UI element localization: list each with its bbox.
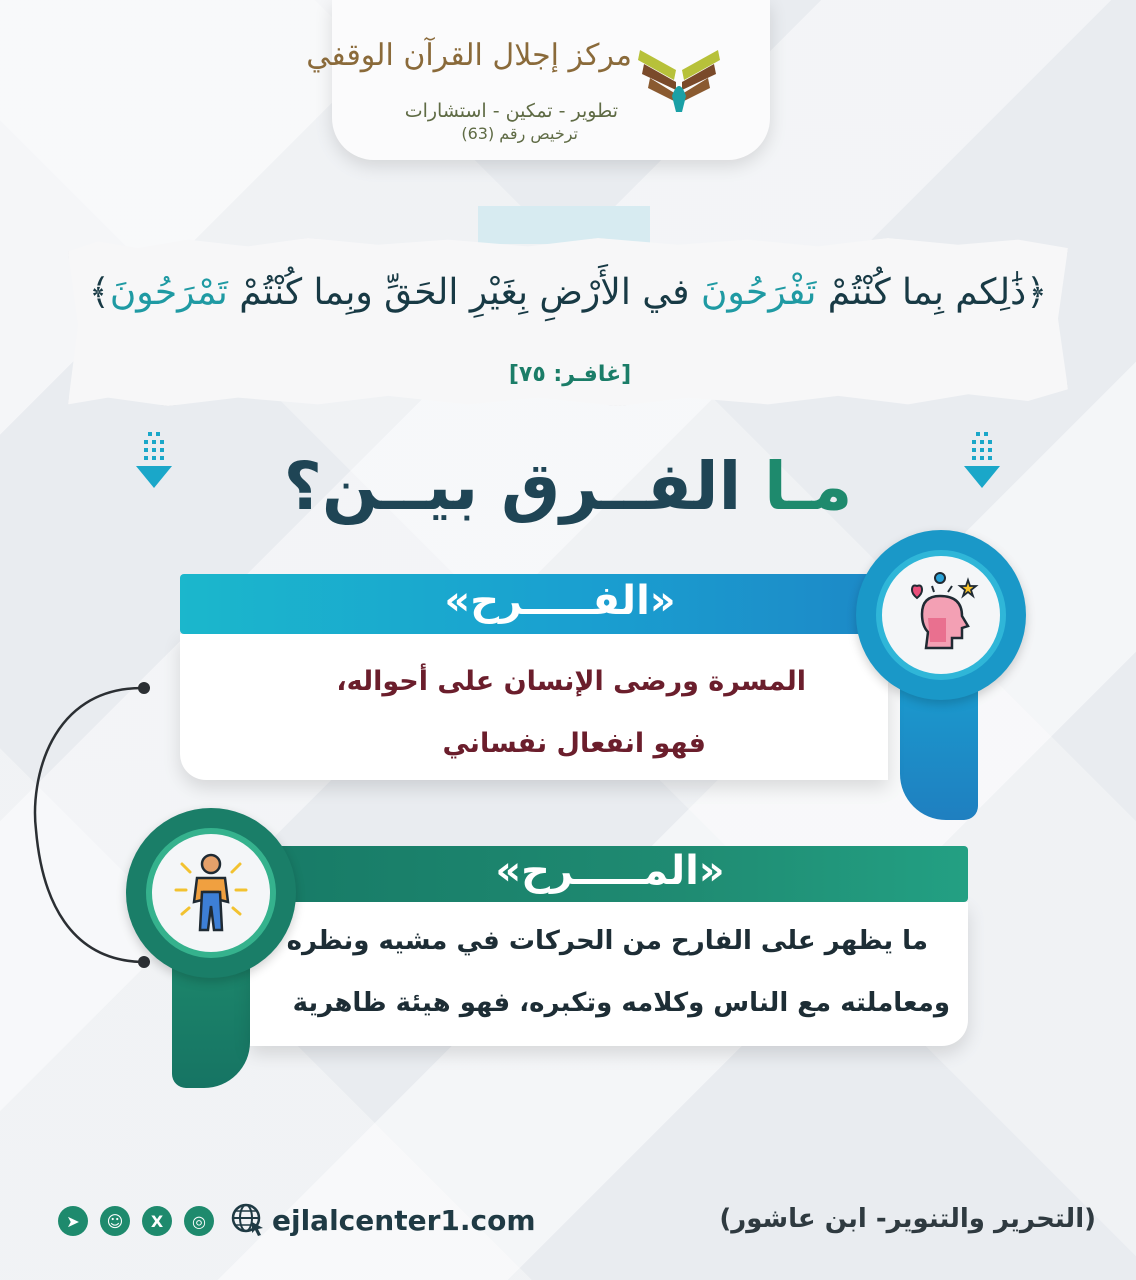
x-icon[interactable]: X	[142, 1206, 172, 1236]
section1-line-1: المسرة ورضى الإنسان على أحواله،	[336, 666, 806, 697]
down-arrow-icon	[134, 430, 174, 492]
logo-card	[306, 0, 770, 160]
down-arrow-icon	[962, 430, 1002, 492]
verse-highlight-1: تَفْرَحُونَ	[700, 272, 817, 313]
section2-line-2: ومعاملته مع الناس وكلامه وتكبره، فهو هيئة ظاهرية	[292, 988, 950, 1018]
section1-icon-frame	[876, 550, 1006, 680]
verse-part-1: ﴿ذَٰلِكم بِما كُنْتُمْ	[816, 272, 1048, 313]
section2-icon-frame	[146, 828, 276, 958]
org-tagline: تطوير - تمكين - استشارات	[404, 100, 618, 122]
logo-emblem-icon	[636, 40, 722, 114]
section1-heading: «الفـــــرح»	[444, 578, 676, 624]
title-rest: الفــرق بيــن؟	[283, 448, 742, 525]
section1-line-2: فهو انفعال نفساني	[442, 728, 706, 759]
title-accent: مـا	[741, 448, 853, 525]
confident-person-icon	[152, 834, 270, 952]
org-name: مركز إجلال القرآن الوقفي	[306, 38, 632, 73]
snapchat-icon[interactable]: ☺	[100, 1206, 130, 1236]
website-link[interactable]: ejlalcenter1.com	[272, 1204, 536, 1237]
page-title	[230, 448, 906, 525]
paper-tape	[478, 206, 650, 244]
source-citation: (التحرير والتنوير- ابن عاشور)	[719, 1204, 1096, 1234]
section2-heading: «المـــــرح»	[495, 848, 725, 894]
instagram-icon[interactable]: ◎	[184, 1206, 214, 1236]
globe-icon	[230, 1202, 266, 1238]
org-license: ترخيص رقم (63)	[461, 124, 578, 143]
verse-part-2: في الأَرْضِ بِغَيْرِ الحَقِّ وبِما كُنْتُمْ	[227, 272, 701, 313]
telegram-icon[interactable]: ➤	[58, 1206, 88, 1236]
quran-verse	[80, 272, 1056, 313]
happy-mind-icon	[882, 556, 1000, 674]
section2-card	[250, 902, 968, 1046]
verse-reference: [غافـر: ٧٥]	[508, 362, 632, 387]
section2-line-1: ما يظهر على الفارح من الحركات في مشيه ونظره	[286, 926, 928, 956]
verse-highlight-2: تَمْرَحُونَ	[109, 272, 228, 313]
verse-part-3: ﴾	[88, 272, 110, 313]
